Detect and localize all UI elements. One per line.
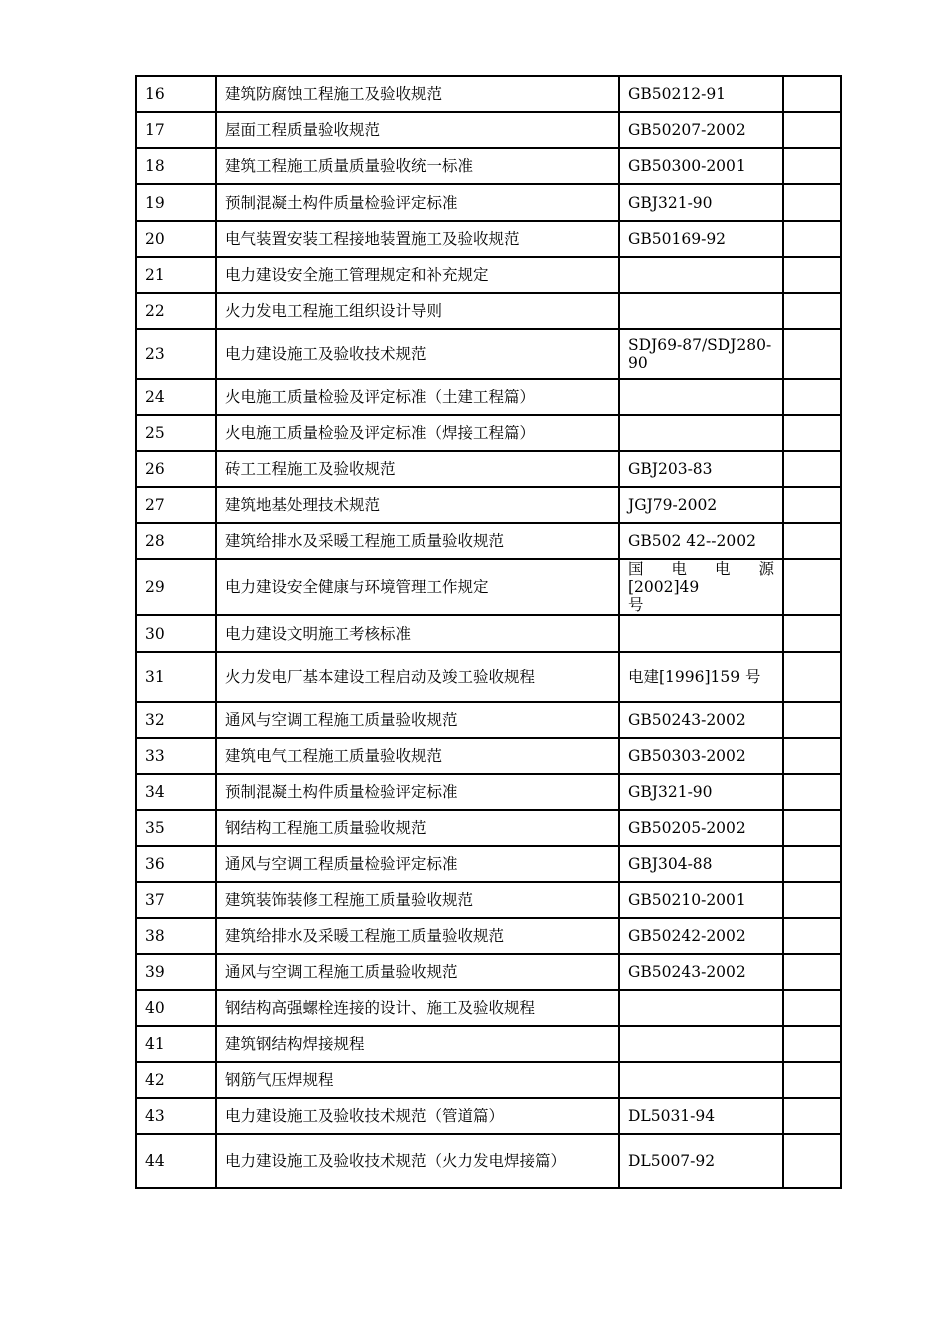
standard-code-cell: GB50242-2002 [619, 918, 783, 954]
standard-name-cell: 建筑地基处理技术规范 [216, 487, 619, 523]
row-number-cell: 16 [136, 76, 216, 112]
remarks-cell [783, 702, 841, 738]
remarks-cell [783, 882, 841, 918]
remarks-cell [783, 184, 841, 221]
standard-code-cell: GB50243-2002 [619, 954, 783, 990]
remarks-cell [783, 990, 841, 1026]
remarks-cell [783, 148, 841, 184]
remarks-cell [783, 1062, 841, 1098]
row-number-cell: 44 [136, 1134, 216, 1188]
standard-code-cell [619, 379, 783, 415]
standard-code-cell [619, 293, 783, 329]
standard-name-cell: 建筑装饰装修工程施工质量验收规范 [216, 882, 619, 918]
standard-code-cell: DL5031-94 [619, 1098, 783, 1134]
table-row [136, 415, 841, 451]
remarks-cell [783, 954, 841, 990]
remarks-cell [783, 221, 841, 257]
standard-name-cell: 建筑防腐蚀工程施工及验收规范 [216, 76, 619, 112]
standard-code-cell: 电建[1996]159 号 [619, 652, 783, 702]
standard-name-cell: 钢筋气压焊规程 [216, 1062, 619, 1098]
row-number-cell: 43 [136, 1098, 216, 1134]
standard-name-cell: 通风与空调工程质量检验评定标准 [216, 846, 619, 882]
remarks-cell [783, 1098, 841, 1134]
row-number-cell: 17 [136, 112, 216, 148]
row-number-cell: 35 [136, 810, 216, 846]
standard-name-cell: 电力建设施工及验收技术规范（火力发电焊接篇） [216, 1134, 619, 1188]
row-number-cell: 38 [136, 918, 216, 954]
table-row [136, 774, 841, 810]
row-number-cell: 26 [136, 451, 216, 487]
standard-code-cell [619, 1062, 783, 1098]
table-row [136, 615, 841, 652]
row-number-cell: 41 [136, 1026, 216, 1062]
standard-code-cell: GBJ203-83 [619, 451, 783, 487]
standard-code-cell [619, 990, 783, 1026]
table-row [136, 846, 841, 882]
standard-code-cell: GB50300-2001 [619, 148, 783, 184]
remarks-cell [783, 652, 841, 702]
standard-name-cell: 电力建设文明施工考核标准 [216, 615, 619, 652]
remarks-cell [783, 1026, 841, 1062]
table-row [136, 221, 841, 257]
standard-code-cell: GB50303-2002 [619, 738, 783, 774]
standard-code-cell [619, 415, 783, 451]
standard-name-cell: 屋面工程质量验收规范 [216, 112, 619, 148]
remarks-cell [783, 257, 841, 293]
standard-code-cell: GB50210-2001 [619, 882, 783, 918]
standard-name-cell: 建筑电气工程施工质量验收规范 [216, 738, 619, 774]
row-number-cell: 21 [136, 257, 216, 293]
remarks-cell [783, 810, 841, 846]
row-number-cell: 39 [136, 954, 216, 990]
row-number-cell: 42 [136, 1062, 216, 1098]
table-row [136, 918, 841, 954]
standard-name-cell: 电气装置安装工程接地装置施工及验收规范 [216, 221, 619, 257]
table-row [136, 882, 841, 918]
row-number-cell: 25 [136, 415, 216, 451]
row-number-cell: 29 [136, 559, 216, 615]
row-number-cell: 19 [136, 184, 216, 221]
standard-code-cell: GB502 42--2002 [619, 523, 783, 559]
row-number-cell: 27 [136, 487, 216, 523]
remarks-cell [783, 559, 841, 615]
row-number-cell: 24 [136, 379, 216, 415]
table-row [136, 76, 841, 112]
standard-code-cell: GB50205-2002 [619, 810, 783, 846]
remarks-cell [783, 918, 841, 954]
remarks-cell [783, 738, 841, 774]
standard-code-cell: GB50207-2002 [619, 112, 783, 148]
table-row [136, 451, 841, 487]
remarks-cell [783, 523, 841, 559]
standard-name-cell: 电力建设安全健康与环境管理工作规定 [216, 559, 619, 615]
standard-name-cell: 通风与空调工程施工质量验收规范 [216, 702, 619, 738]
row-number-cell: 37 [136, 882, 216, 918]
standard-code-cell: GB50212-91 [619, 76, 783, 112]
standard-code-cell: DL5007-92 [619, 1134, 783, 1188]
table-row [136, 810, 841, 846]
standard-code-cell: GB50243-2002 [619, 702, 783, 738]
standard-code-cell [619, 257, 783, 293]
table-row [136, 559, 841, 615]
table-row [136, 487, 841, 523]
remarks-cell [783, 846, 841, 882]
standards-table [135, 75, 842, 1189]
standard-code-line: 国 电 电 源 [2002]49 [628, 560, 774, 596]
remarks-cell [783, 76, 841, 112]
remarks-cell [783, 487, 841, 523]
remarks-cell [783, 451, 841, 487]
table-row [136, 148, 841, 184]
remarks-cell [783, 774, 841, 810]
standard-name-cell: 通风与空调工程施工质量验收规范 [216, 954, 619, 990]
standard-code-line: 号 [628, 596, 644, 614]
standard-name-cell: 火力发电工程施工组织设计导则 [216, 293, 619, 329]
row-number-cell: 28 [136, 523, 216, 559]
row-number-cell: 20 [136, 221, 216, 257]
row-number-cell: 33 [136, 738, 216, 774]
standard-name-cell: 电力建设施工及验收技术规范（管道篇） [216, 1098, 619, 1134]
row-number-cell: 36 [136, 846, 216, 882]
table-row [136, 184, 841, 221]
table-row [136, 112, 841, 148]
standard-name-cell: 建筑钢结构焊接规程 [216, 1026, 619, 1062]
row-number-cell: 22 [136, 293, 216, 329]
remarks-cell [783, 112, 841, 148]
row-number-cell: 32 [136, 702, 216, 738]
remarks-cell [783, 1134, 841, 1188]
remarks-cell [783, 615, 841, 652]
remarks-cell [783, 379, 841, 415]
standard-name-cell: 电力建设施工及验收技术规范 [216, 329, 619, 379]
standard-code-cell: SDJ69-87/SDJ280-90 [619, 329, 783, 379]
standard-code-cell [619, 1026, 783, 1062]
standard-name-cell: 钢结构工程施工质量验收规范 [216, 810, 619, 846]
table-row [136, 702, 841, 738]
table-row [136, 1098, 841, 1134]
table-row [136, 257, 841, 293]
table-row [136, 293, 841, 329]
table-row [136, 1026, 841, 1062]
table-row [136, 652, 841, 702]
row-number-cell: 30 [136, 615, 216, 652]
standard-code-cell [619, 615, 783, 652]
row-number-cell: 40 [136, 990, 216, 1026]
table-row [136, 523, 841, 559]
row-number-cell: 23 [136, 329, 216, 379]
standard-code-cell: GBJ304-88 [619, 846, 783, 882]
table-row [136, 379, 841, 415]
table-row [136, 738, 841, 774]
standard-name-cell: 建筑给排水及采暖工程施工质量验收规范 [216, 918, 619, 954]
table-row [136, 954, 841, 990]
row-number-cell: 34 [136, 774, 216, 810]
table-row [136, 1134, 841, 1188]
standard-name-cell: 建筑给排水及采暖工程施工质量验收规范 [216, 523, 619, 559]
standard-name-cell: 火力发电厂基本建设工程启动及竣工验收规程 [216, 652, 619, 702]
row-number-cell: 31 [136, 652, 216, 702]
row-number-cell: 18 [136, 148, 216, 184]
remarks-cell [783, 415, 841, 451]
standard-name-cell: 火电施工质量检验及评定标准（焊接工程篇） [216, 415, 619, 451]
standard-code-cell: GB50169-92 [619, 221, 783, 257]
remarks-cell [783, 293, 841, 329]
standard-name-cell: 火电施工质量检验及评定标准（土建工程篇） [216, 379, 619, 415]
table-row [136, 1062, 841, 1098]
standard-code-cell: GBJ321-90 [619, 184, 783, 221]
standard-code-cell: JGJ79-2002 [619, 487, 783, 523]
standard-name-cell: 预制混凝土构件质量检验评定标准 [216, 184, 619, 221]
table-body [136, 76, 841, 1188]
standard-name-cell: 砖工工程施工及验收规范 [216, 451, 619, 487]
standard-name-cell: 钢结构高强螺栓连接的设计、施工及验收规程 [216, 990, 619, 1026]
standard-name-cell: 预制混凝土构件质量检验评定标准 [216, 774, 619, 810]
table-row [136, 990, 841, 1026]
remarks-cell [783, 329, 841, 379]
standard-name-cell: 电力建设安全施工管理规定和补充规定 [216, 257, 619, 293]
standard-code-cell [619, 559, 783, 615]
table-row [136, 329, 841, 379]
standard-name-cell: 建筑工程施工质量质量验收统一标准 [216, 148, 619, 184]
standard-code-cell: GBJ321-90 [619, 774, 783, 810]
